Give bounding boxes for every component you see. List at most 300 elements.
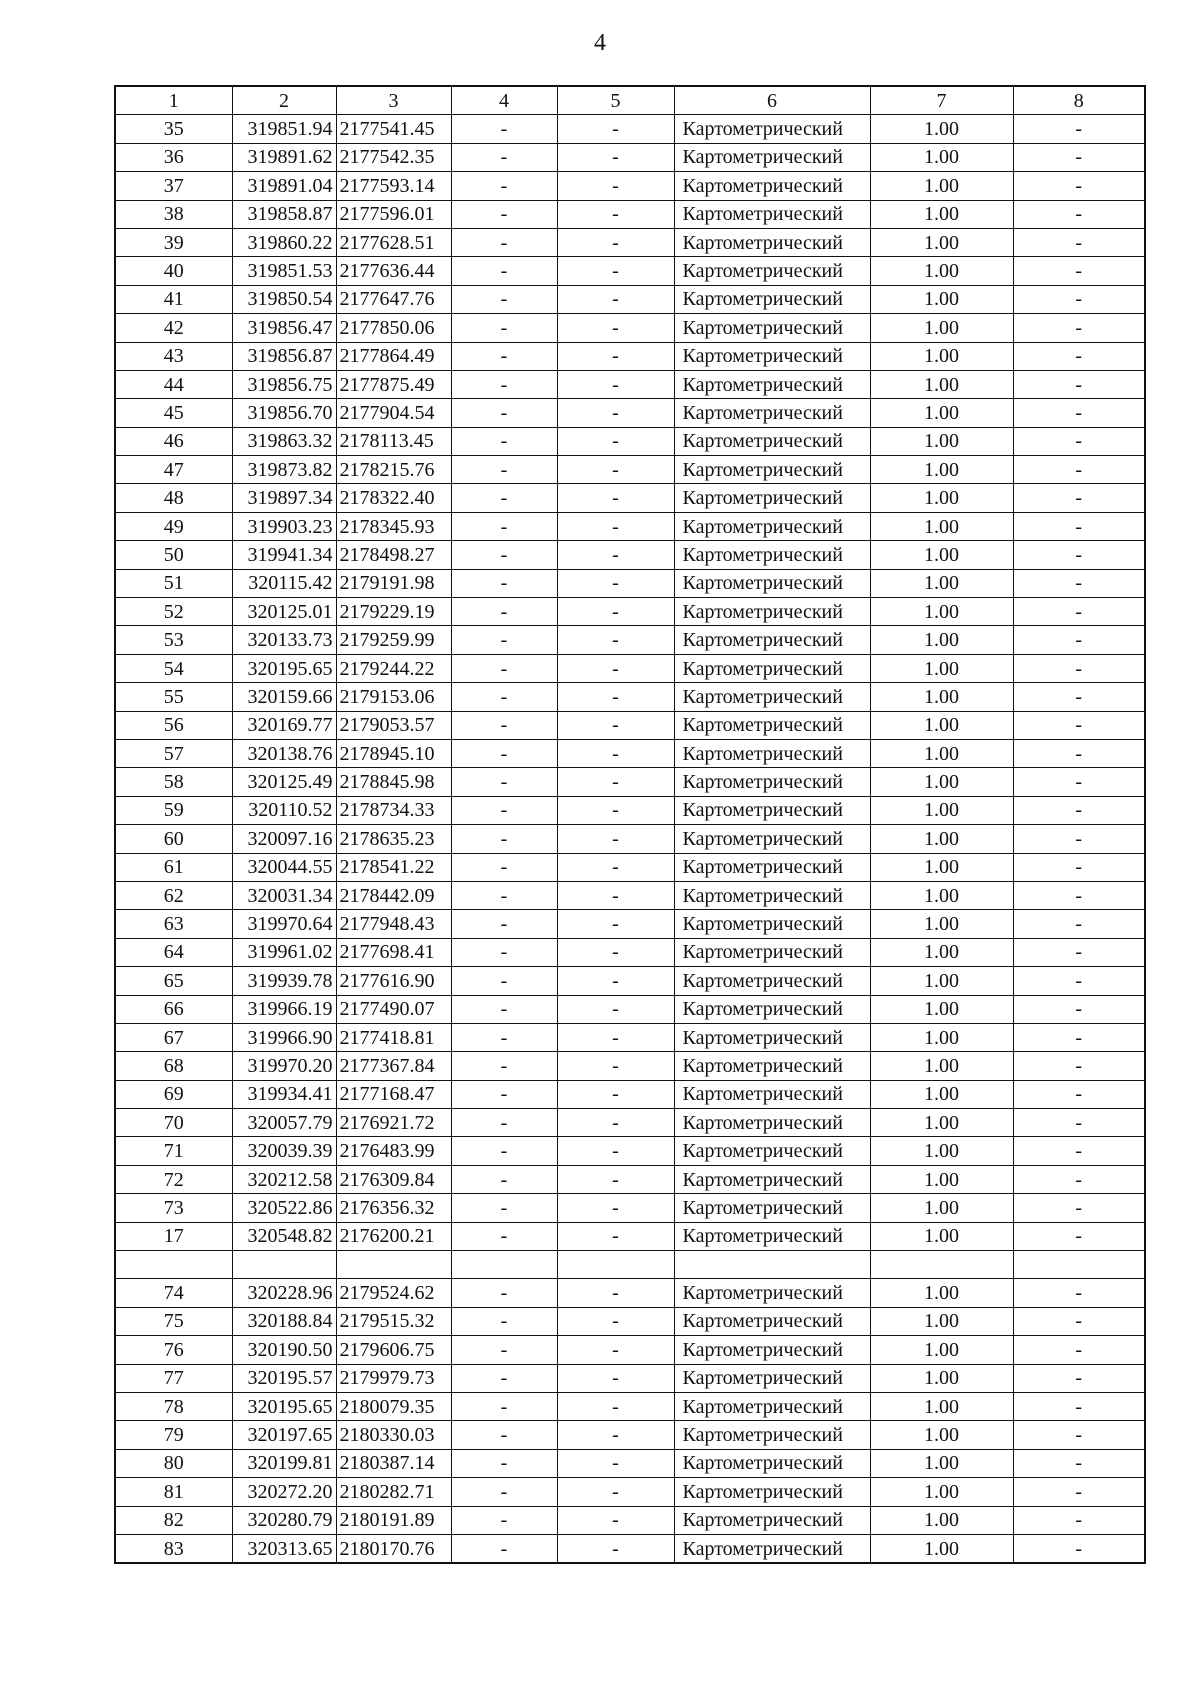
table-cell-col-4: - bbox=[451, 484, 557, 512]
table-cell-col-4: - bbox=[451, 172, 557, 200]
table-cell-col-5: - bbox=[557, 825, 674, 853]
table-cell-col-2: 320188.84 bbox=[232, 1307, 336, 1335]
table-cell-col-6: Картометрический bbox=[674, 399, 870, 427]
table-cell-col-3: 2177628.51 bbox=[336, 228, 451, 256]
table-cell-col-3: 2179053.57 bbox=[336, 711, 451, 739]
table-cell-col-8: - bbox=[1013, 598, 1145, 626]
table-cell-col-6: Картометрический bbox=[674, 1279, 870, 1307]
table-cell-col-8: - bbox=[1013, 427, 1145, 455]
table-cell-col-2: 319856.87 bbox=[232, 342, 336, 370]
table-row bbox=[115, 967, 1145, 995]
table-row bbox=[115, 512, 1145, 540]
table-cell-col-8: - bbox=[1013, 541, 1145, 569]
table-cell-col-8: - bbox=[1013, 1080, 1145, 1108]
table-cell-col-7: 1.00 bbox=[870, 654, 1013, 682]
table-cell-col-5: - bbox=[557, 683, 674, 711]
table-cell-col-1: 51 bbox=[115, 569, 232, 597]
table-cell-col-3: 2180170.76 bbox=[336, 1534, 451, 1563]
table-cell-col-6: Картометрический bbox=[674, 796, 870, 824]
coordinates-table bbox=[114, 85, 1146, 1564]
table-cell-col-5: - bbox=[557, 512, 674, 540]
table-cell-col-5: - bbox=[557, 1307, 674, 1335]
table-cell-col-3: 2177542.35 bbox=[336, 143, 451, 171]
table-cell-col-4: - bbox=[451, 228, 557, 256]
table-row bbox=[115, 938, 1145, 966]
table-cell-col-7: 1.00 bbox=[870, 569, 1013, 597]
table-cell-col-2: 319939.78 bbox=[232, 967, 336, 995]
table-row bbox=[115, 1052, 1145, 1080]
table-cell-col-7: 1.00 bbox=[870, 1307, 1013, 1335]
table-cell-col-6: Картометрический bbox=[674, 200, 870, 228]
table-cell-col-3: 2177367.84 bbox=[336, 1052, 451, 1080]
table-cell-col-6: Картометрический bbox=[674, 881, 870, 909]
table-cell-col-2: 320110.52 bbox=[232, 796, 336, 824]
table-row bbox=[115, 1478, 1145, 1506]
table-cell-col-4: - bbox=[451, 1222, 557, 1250]
table-row bbox=[115, 541, 1145, 569]
table-cell-col-4: - bbox=[451, 881, 557, 909]
table-cell-col-2 bbox=[232, 1251, 336, 1279]
table-cell-col-5: - bbox=[557, 1137, 674, 1165]
table-cell-col-6: Картометрический bbox=[674, 427, 870, 455]
table-cell-col-7: 1.00 bbox=[870, 626, 1013, 654]
table-row bbox=[115, 1251, 1145, 1279]
table-cell-col-1: 36 bbox=[115, 143, 232, 171]
table-cell-col-5: - bbox=[557, 1109, 674, 1137]
table-cell-col-4: - bbox=[451, 1279, 557, 1307]
table-cell-col-6: Картометрический bbox=[674, 1080, 870, 1108]
table-cell-col-3: 2178635.23 bbox=[336, 825, 451, 853]
table-cell-col-2: 319941.34 bbox=[232, 541, 336, 569]
table-row bbox=[115, 1506, 1145, 1534]
table-cell-col-6: Картометрический bbox=[674, 1478, 870, 1506]
table-cell-col-2: 319891.62 bbox=[232, 143, 336, 171]
table-cell-col-3: 2179191.98 bbox=[336, 569, 451, 597]
table-cell-col-3: 2179153.06 bbox=[336, 683, 451, 711]
table-cell-col-1: 61 bbox=[115, 853, 232, 881]
table-cell-col-4: - bbox=[451, 1392, 557, 1420]
table-cell-col-2: 320057.79 bbox=[232, 1109, 336, 1137]
table-cell-col-7: 1.00 bbox=[870, 1194, 1013, 1222]
table-cell-col-6: Картометрический bbox=[674, 285, 870, 313]
table-cell-col-4: - bbox=[451, 626, 557, 654]
table-cell-col-5: - bbox=[557, 143, 674, 171]
table-cell-col-2: 320280.79 bbox=[232, 1506, 336, 1534]
table-cell-col-6: Картометрический bbox=[674, 1222, 870, 1250]
table-cell-col-5: - bbox=[557, 739, 674, 767]
table-cell-col-8: - bbox=[1013, 257, 1145, 285]
table-cell-col-3: 2177948.43 bbox=[336, 910, 451, 938]
table-row bbox=[115, 456, 1145, 484]
table-cell-col-6: Картометрический bbox=[674, 853, 870, 881]
table-row bbox=[115, 654, 1145, 682]
table-cell-col-2: 319934.41 bbox=[232, 1080, 336, 1108]
table-cell-col-6 bbox=[674, 1251, 870, 1279]
table-cell-col-3: 2179515.32 bbox=[336, 1307, 451, 1335]
table-cell-col-5: - bbox=[557, 200, 674, 228]
table-cell-col-6: Картометрический bbox=[674, 768, 870, 796]
table-cell-col-5: - bbox=[557, 228, 674, 256]
table-cell-col-8: - bbox=[1013, 711, 1145, 739]
table-cell-col-6: Картометрический bbox=[674, 1137, 870, 1165]
table-cell-col-7: 1.00 bbox=[870, 1279, 1013, 1307]
table-cell-col-3: 2177864.49 bbox=[336, 342, 451, 370]
table-cell-col-1: 69 bbox=[115, 1080, 232, 1108]
table-cell-col-4: - bbox=[451, 1478, 557, 1506]
table-row bbox=[115, 172, 1145, 200]
table-cell-col-3: 2177875.49 bbox=[336, 370, 451, 398]
table-row bbox=[115, 342, 1145, 370]
table-cell-col-5: - bbox=[557, 115, 674, 143]
table-cell-col-1: 72 bbox=[115, 1165, 232, 1193]
table-cell-col-5: - bbox=[557, 711, 674, 739]
table-cell-col-3: 2178945.10 bbox=[336, 739, 451, 767]
table-cell-col-7: 1.00 bbox=[870, 1336, 1013, 1364]
table-cell-col-7: 1.00 bbox=[870, 825, 1013, 853]
table-cell-col-6: Картометрический bbox=[674, 1307, 870, 1335]
table-cell-col-4: - bbox=[451, 1052, 557, 1080]
table-cell-col-3: 2178498.27 bbox=[336, 541, 451, 569]
table-cell-col-5: - bbox=[557, 654, 674, 682]
table-cell-col-8: - bbox=[1013, 1307, 1145, 1335]
table-cell-col-1: 43 bbox=[115, 342, 232, 370]
table-cell-col-7: 1.00 bbox=[870, 1165, 1013, 1193]
table-row bbox=[115, 1449, 1145, 1477]
table-cell-col-5: - bbox=[557, 370, 674, 398]
table-cell-col-1: 64 bbox=[115, 938, 232, 966]
table-cell-col-4: - bbox=[451, 541, 557, 569]
table-row bbox=[115, 370, 1145, 398]
table-cell-col-7: 1.00 bbox=[870, 1052, 1013, 1080]
table-cell-col-8: - bbox=[1013, 654, 1145, 682]
table-cell-col-5: - bbox=[557, 598, 674, 626]
table-cell-col-2: 320313.65 bbox=[232, 1534, 336, 1563]
table-cell-col-7: 1.00 bbox=[870, 995, 1013, 1023]
table-cell-col-3: 2178845.98 bbox=[336, 768, 451, 796]
table-cell-col-2: 320548.82 bbox=[232, 1222, 336, 1250]
table-cell-col-6: Картометрический bbox=[674, 115, 870, 143]
table-cell-col-1: 39 bbox=[115, 228, 232, 256]
table-cell-col-2: 319851.53 bbox=[232, 257, 336, 285]
table-cell-col-8: - bbox=[1013, 512, 1145, 540]
table-cell-col-5: - bbox=[557, 172, 674, 200]
table-cell-col-7: 1.00 bbox=[870, 1506, 1013, 1534]
table-cell-col-2: 319850.54 bbox=[232, 285, 336, 313]
table-cell-col-5: - bbox=[557, 910, 674, 938]
table-cell-col-2: 320159.66 bbox=[232, 683, 336, 711]
table-cell-col-3: 2177647.76 bbox=[336, 285, 451, 313]
table-cell-col-4: - bbox=[451, 512, 557, 540]
table-cell-col-3: 2178442.09 bbox=[336, 881, 451, 909]
table-cell-col-8 bbox=[1013, 1251, 1145, 1279]
column-header-5: 5 bbox=[557, 86, 674, 115]
table-cell-col-7: 1.00 bbox=[870, 1534, 1013, 1563]
table-cell-col-5: - bbox=[557, 938, 674, 966]
table-cell-col-3: 2179229.19 bbox=[336, 598, 451, 626]
table-cell-col-5 bbox=[557, 1251, 674, 1279]
table-cell-col-1: 80 bbox=[115, 1449, 232, 1477]
table-cell-col-5: - bbox=[557, 1478, 674, 1506]
table-cell-col-7: 1.00 bbox=[870, 1137, 1013, 1165]
table-cell-col-7: 1.00 bbox=[870, 427, 1013, 455]
table-cell-col-2: 320195.65 bbox=[232, 1392, 336, 1420]
table-cell-col-1: 49 bbox=[115, 512, 232, 540]
table-cell-col-5: - bbox=[557, 881, 674, 909]
table-cell-col-5: - bbox=[557, 1194, 674, 1222]
table-cell-col-4: - bbox=[451, 370, 557, 398]
table-row bbox=[115, 825, 1145, 853]
column-header-4: 4 bbox=[451, 86, 557, 115]
table-cell-col-5: - bbox=[557, 1336, 674, 1364]
table-cell-col-3: 2177596.01 bbox=[336, 200, 451, 228]
table-cell-col-6: Картометрический bbox=[674, 228, 870, 256]
table-row bbox=[115, 1165, 1145, 1193]
table-cell-col-6: Картометрический bbox=[674, 654, 870, 682]
table-row bbox=[115, 881, 1145, 909]
table-cell-col-6: Картометрический bbox=[674, 598, 870, 626]
column-header-1: 1 bbox=[115, 86, 232, 115]
table-cell-col-6: Картометрический bbox=[674, 456, 870, 484]
table-cell-col-6: Картометрический bbox=[674, 1336, 870, 1364]
table-cell-col-6: Картометрический bbox=[674, 143, 870, 171]
table-cell-col-5: - bbox=[557, 1364, 674, 1392]
table-cell-col-4: - bbox=[451, 598, 557, 626]
table-cell-col-3: 2178734.33 bbox=[336, 796, 451, 824]
table-cell-col-5: - bbox=[557, 456, 674, 484]
table-cell-col-1: 76 bbox=[115, 1336, 232, 1364]
table-cell-col-4: - bbox=[451, 711, 557, 739]
table-cell-col-6: Картометрический bbox=[674, 825, 870, 853]
table-cell-col-7: 1.00 bbox=[870, 910, 1013, 938]
table-cell-col-4: - bbox=[451, 115, 557, 143]
table-cell-col-5: - bbox=[557, 1392, 674, 1420]
table-cell-col-5: - bbox=[557, 796, 674, 824]
table-cell-col-4 bbox=[451, 1251, 557, 1279]
table-cell-col-5: - bbox=[557, 285, 674, 313]
table-cell-col-8: - bbox=[1013, 569, 1145, 597]
table-row bbox=[115, 711, 1145, 739]
table-cell-col-4: - bbox=[451, 1534, 557, 1563]
table-cell-col-8: - bbox=[1013, 1364, 1145, 1392]
table-cell-col-8: - bbox=[1013, 1137, 1145, 1165]
table-cell-col-7: 1.00 bbox=[870, 1392, 1013, 1420]
table-cell-col-7: 1.00 bbox=[870, 1421, 1013, 1449]
table-cell-col-6: Картометрический bbox=[674, 314, 870, 342]
table-cell-col-2: 320115.42 bbox=[232, 569, 336, 597]
table-cell-col-5: - bbox=[557, 853, 674, 881]
table-cell-col-8: - bbox=[1013, 1421, 1145, 1449]
table-cell-col-8: - bbox=[1013, 881, 1145, 909]
table-cell-col-4: - bbox=[451, 1449, 557, 1477]
table-row bbox=[115, 995, 1145, 1023]
table-cell-col-2: 320212.58 bbox=[232, 1165, 336, 1193]
table-cell-col-1: 46 bbox=[115, 427, 232, 455]
table-cell-col-2: 319970.20 bbox=[232, 1052, 336, 1080]
table-cell-col-8: - bbox=[1013, 399, 1145, 427]
table-row bbox=[115, 484, 1145, 512]
table-cell-col-4: - bbox=[451, 1165, 557, 1193]
table-cell-col-5: - bbox=[557, 399, 674, 427]
table-cell-col-2: 319873.82 bbox=[232, 456, 336, 484]
table-cell-col-7: 1.00 bbox=[870, 967, 1013, 995]
table-cell-col-2: 320169.77 bbox=[232, 711, 336, 739]
table-cell-col-1: 70 bbox=[115, 1109, 232, 1137]
table-cell-col-6: Картометрический bbox=[674, 1449, 870, 1477]
table-cell-col-8: - bbox=[1013, 1449, 1145, 1477]
table-cell-col-8: - bbox=[1013, 1165, 1145, 1193]
column-header-2: 2 bbox=[232, 86, 336, 115]
table-cell-col-7: 1.00 bbox=[870, 143, 1013, 171]
table-cell-col-5: - bbox=[557, 314, 674, 342]
table-cell-col-2: 319856.47 bbox=[232, 314, 336, 342]
table-cell-col-1: 60 bbox=[115, 825, 232, 853]
table-cell-col-8: - bbox=[1013, 342, 1145, 370]
table-cell-col-6: Картометрический bbox=[674, 569, 870, 597]
table-cell-col-1: 62 bbox=[115, 881, 232, 909]
table-cell-col-1: 50 bbox=[115, 541, 232, 569]
table-cell-col-1: 71 bbox=[115, 1137, 232, 1165]
table-cell-col-2: 319897.34 bbox=[232, 484, 336, 512]
table-cell-col-1: 54 bbox=[115, 654, 232, 682]
table-cell-col-4: - bbox=[451, 1109, 557, 1137]
table-cell-col-2: 320195.65 bbox=[232, 654, 336, 682]
table-row bbox=[115, 910, 1145, 938]
table-cell-col-6: Картометрический bbox=[674, 1392, 870, 1420]
table-cell-col-2: 319966.19 bbox=[232, 995, 336, 1023]
table-row bbox=[115, 569, 1145, 597]
table-cell-col-2: 320133.73 bbox=[232, 626, 336, 654]
table-cell-col-3: 2179979.73 bbox=[336, 1364, 451, 1392]
table-cell-col-1: 52 bbox=[115, 598, 232, 626]
table-cell-col-2: 320195.57 bbox=[232, 1364, 336, 1392]
table-cell-col-7: 1.00 bbox=[870, 399, 1013, 427]
table-cell-col-5: - bbox=[557, 342, 674, 370]
table-row bbox=[115, 1534, 1145, 1563]
table-row bbox=[115, 143, 1145, 171]
table-cell-col-4: - bbox=[451, 683, 557, 711]
table-cell-col-4: - bbox=[451, 143, 557, 171]
table-cell-col-8: - bbox=[1013, 115, 1145, 143]
table-row bbox=[115, 1364, 1145, 1392]
table-cell-col-1: 63 bbox=[115, 910, 232, 938]
table-cell-col-3: 2176309.84 bbox=[336, 1165, 451, 1193]
table-cell-col-5: - bbox=[557, 484, 674, 512]
table-cell-col-7: 1.00 bbox=[870, 796, 1013, 824]
table-cell-col-8: - bbox=[1013, 314, 1145, 342]
table-cell-col-4: - bbox=[451, 995, 557, 1023]
table-cell-col-8: - bbox=[1013, 228, 1145, 256]
table-cell-col-4: - bbox=[451, 654, 557, 682]
table-cell-col-2: 319961.02 bbox=[232, 938, 336, 966]
table-cell-col-6: Картометрический bbox=[674, 938, 870, 966]
table-row bbox=[115, 115, 1145, 143]
table-cell-col-2: 320125.01 bbox=[232, 598, 336, 626]
table-cell-col-4: - bbox=[451, 853, 557, 881]
table-row bbox=[115, 1392, 1145, 1420]
table-cell-col-8: - bbox=[1013, 1534, 1145, 1563]
table-cell-col-3: 2176356.32 bbox=[336, 1194, 451, 1222]
table-cell-col-7: 1.00 bbox=[870, 1449, 1013, 1477]
table-cell-col-8: - bbox=[1013, 1336, 1145, 1364]
table-cell-col-1: 45 bbox=[115, 399, 232, 427]
table-cell-col-1: 35 bbox=[115, 115, 232, 143]
table-cell-col-6: Картометрический bbox=[674, 1506, 870, 1534]
table-cell-col-7: 1.00 bbox=[870, 853, 1013, 881]
table-cell-col-8: - bbox=[1013, 739, 1145, 767]
table-cell-col-8: - bbox=[1013, 1023, 1145, 1051]
table-cell-col-2: 320197.65 bbox=[232, 1421, 336, 1449]
table-cell-col-3: 2180387.14 bbox=[336, 1449, 451, 1477]
table-cell-col-2: 319851.94 bbox=[232, 115, 336, 143]
table-cell-col-5: - bbox=[557, 427, 674, 455]
table-cell-col-3 bbox=[336, 1251, 451, 1279]
table-cell-col-2: 319966.90 bbox=[232, 1023, 336, 1051]
table-cell-col-2: 320138.76 bbox=[232, 739, 336, 767]
table-cell-col-2: 320039.39 bbox=[232, 1137, 336, 1165]
table-cell-col-3: 2178541.22 bbox=[336, 853, 451, 881]
table-cell-col-4: - bbox=[451, 910, 557, 938]
table-cell-col-6: Картометрический bbox=[674, 711, 870, 739]
table-cell-col-7: 1.00 bbox=[870, 711, 1013, 739]
table-cell-col-4: - bbox=[451, 456, 557, 484]
table-cell-col-4: - bbox=[451, 768, 557, 796]
table-cell-col-6: Картометрический bbox=[674, 257, 870, 285]
table-cell-col-7: 1.00 bbox=[870, 370, 1013, 398]
table-cell-col-5: - bbox=[557, 1080, 674, 1108]
table-cell-col-4: - bbox=[451, 1137, 557, 1165]
table-cell-col-8: - bbox=[1013, 1478, 1145, 1506]
table-cell-col-2: 320097.16 bbox=[232, 825, 336, 853]
table-row bbox=[115, 427, 1145, 455]
table-cell-col-6: Картометрический bbox=[674, 626, 870, 654]
table-cell-col-7 bbox=[870, 1251, 1013, 1279]
table-cell-col-5: - bbox=[557, 1421, 674, 1449]
table-row bbox=[115, 1279, 1145, 1307]
table-cell-col-6: Картометрический bbox=[674, 1109, 870, 1137]
table-cell-col-3: 2177593.14 bbox=[336, 172, 451, 200]
table-cell-col-5: - bbox=[557, 569, 674, 597]
table-cell-col-8: - bbox=[1013, 938, 1145, 966]
table-cell-col-4: - bbox=[451, 427, 557, 455]
table-cell-col-1: 56 bbox=[115, 711, 232, 739]
table-cell-col-5: - bbox=[557, 967, 674, 995]
table-cell-col-5: - bbox=[557, 626, 674, 654]
table-cell-col-8: - bbox=[1013, 200, 1145, 228]
table-cell-col-3: 2177698.41 bbox=[336, 938, 451, 966]
table-cell-col-2: 319858.87 bbox=[232, 200, 336, 228]
table-cell-col-2: 319903.23 bbox=[232, 512, 336, 540]
table-cell-col-1: 37 bbox=[115, 172, 232, 200]
table-cell-col-7: 1.00 bbox=[870, 314, 1013, 342]
table-cell-col-6: Картометрический bbox=[674, 1364, 870, 1392]
table-cell-col-6: Картометрический bbox=[674, 1023, 870, 1051]
table-cell-col-2: 319856.70 bbox=[232, 399, 336, 427]
table-cell-col-2: 320228.96 bbox=[232, 1279, 336, 1307]
table-cell-col-7: 1.00 bbox=[870, 598, 1013, 626]
table-cell-col-3: 2178215.76 bbox=[336, 456, 451, 484]
table-cell-col-3: 2176483.99 bbox=[336, 1137, 451, 1165]
table-row bbox=[115, 285, 1145, 313]
table-cell-col-5: - bbox=[557, 1449, 674, 1477]
table-cell-col-2: 320031.34 bbox=[232, 881, 336, 909]
table-cell-col-3: 2179606.75 bbox=[336, 1336, 451, 1364]
table-cell-col-3: 2179244.22 bbox=[336, 654, 451, 682]
table-cell-col-2: 320199.81 bbox=[232, 1449, 336, 1477]
table-cell-col-2: 319891.04 bbox=[232, 172, 336, 200]
table-row bbox=[115, 739, 1145, 767]
table-cell-col-2: 320125.49 bbox=[232, 768, 336, 796]
table-cell-col-6: Картометрический bbox=[674, 342, 870, 370]
